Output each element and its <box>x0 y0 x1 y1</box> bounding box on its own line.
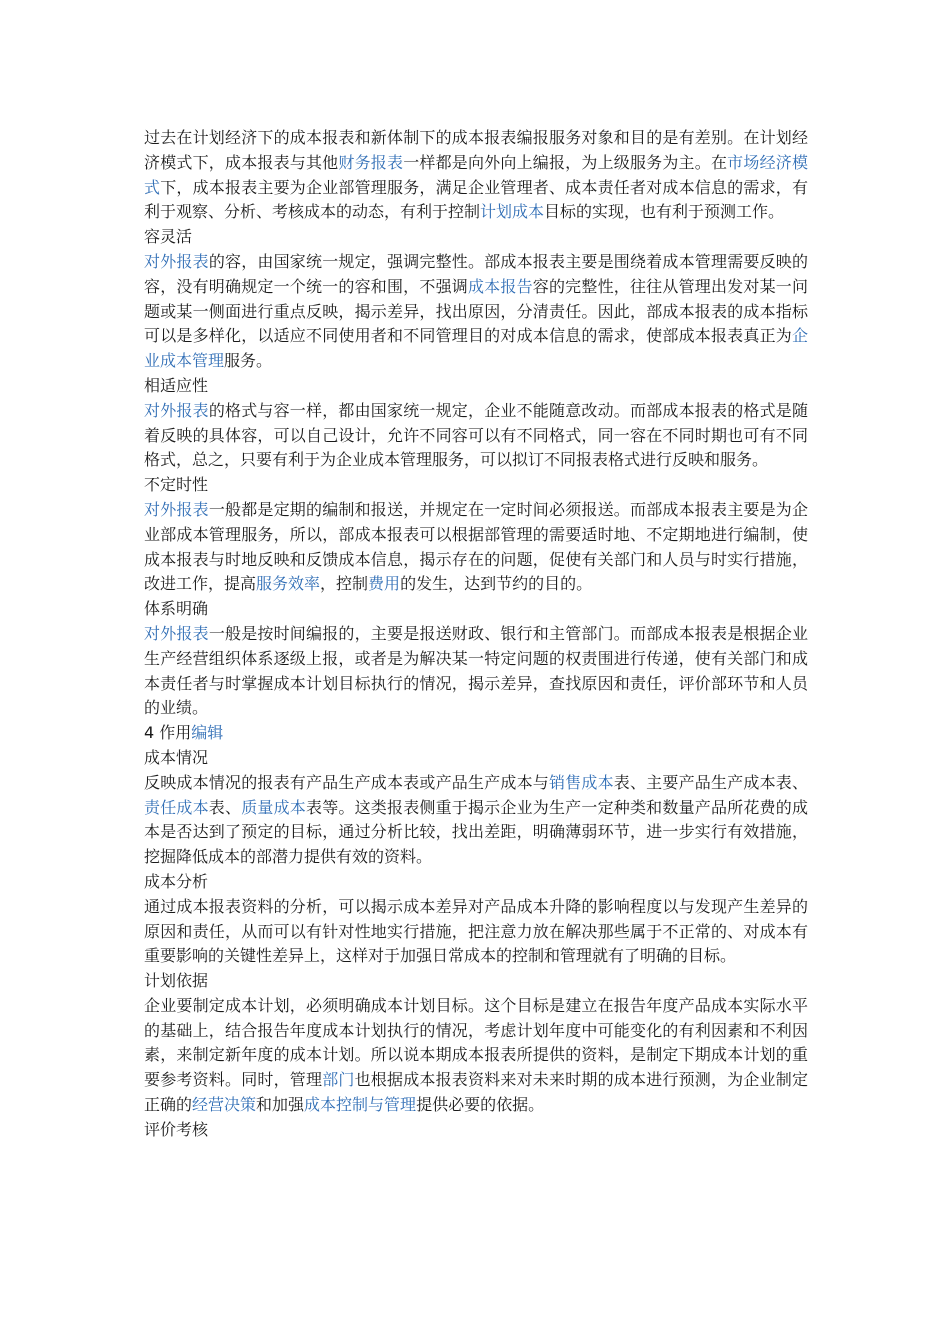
wiki-link[interactable]: 责任成本 <box>144 797 209 817</box>
text-run: 评价考核 <box>144 1119 209 1139</box>
wiki-link[interactable]: 对外报表 <box>144 623 209 643</box>
text-run: 不定时性 <box>144 475 209 495</box>
section-heading <box>144 721 808 746</box>
section-heading <box>144 225 808 250</box>
section-heading <box>144 969 808 994</box>
wiki-link[interactable]: 企业成本管理 <box>144 326 808 371</box>
text-run: 表、主要产品生产成本表、 <box>613 772 808 792</box>
text-run: 企业要制定成本计划，必须明确成本计划目标。这个目标是建立在报告年度产品成本实际水平的基础上，结合报告年度成本计划执行的情况，考虑计划年度中可能变化的有利因素和不利因素，来制定新年度的成本计划。所以说本期成本报表所提供的资料，是制定下期成本计划的重要参考资料。同时，管理 <box>144 995 808 1090</box>
text-run: 一般都是定期的编制和报送，并规定在一定时间必须报送。而部成本报表主要是为企业部成本管理服务，所以，部成本报表可以根据部管理的需要适时地、不定期地进行编制，使成本报表与时地反映和反馈成本信息，揭示存在的问题，促使有关部门和人员与时实行措施，改进工作，提高 <box>144 499 808 594</box>
paragraph <box>144 622 808 721</box>
text-run: 下，成本报表主要为企业部管理服务，满足企业管理者、成本责任者对成本信息的需求，有利于观察、分析、考核成本的动态，有利于控制 <box>144 177 808 222</box>
text-run: 也根据成本报表资料来对未来时期的成本进行预测，为企业制定正确的 <box>144 1070 808 1115</box>
text-run: 的容，由国家统一规定，强调完整性。部成本报表主要是围绕着成本管理需要反映的容，没有明确规定一个统一的容和围，不强调 <box>144 251 808 296</box>
wiki-link[interactable]: 销售成本 <box>548 772 614 792</box>
text-run: 目标的实现，也有利于预测工作。 <box>544 202 785 222</box>
text-run: 的格式与容一样，都由国家统一规定，企业不能随意改动。而部成本报表的格式是随着反映的具体容，可以自己设计，允许不同容可以有不同格式，同一容在不同时期也可有不同格式，总之，只要有利于为企业成本管理服务，可以拟订不同报表格式进行反映和服务。 <box>144 400 808 470</box>
wiki-link[interactable]: 部门 <box>322 1070 355 1090</box>
wiki-link[interactable]: 对外报表 <box>144 251 209 271</box>
text-run: 成本分析 <box>144 871 209 891</box>
text-run: 服务。 <box>224 351 273 371</box>
section-heading <box>144 746 808 771</box>
text-run: ，控制 <box>320 574 369 594</box>
wiki-link[interactable]: 对外报表 <box>144 400 209 420</box>
wiki-link[interactable]: 成本控制与管理 <box>304 1095 417 1115</box>
text-run: 的发生，达到节约的目的。 <box>400 574 593 594</box>
paragraph <box>144 895 808 969</box>
wiki-link[interactable]: 市场经济模式 <box>144 152 808 197</box>
wiki-link[interactable]: 经营决策 <box>192 1095 257 1115</box>
section-heading <box>144 473 808 498</box>
wiki-link[interactable]: 财务报表 <box>338 152 404 172</box>
text-run: 容的完整性，往往从管理出发对某一问题或某一侧面进行重点反映，揭示差异，找出原因，分清责任。因此，部成本报表的成本指标可以是多样化，以适应不同使用者和不同管理目的对成本信息的需求，使部成本报表真正为 <box>144 276 808 346</box>
section-heading <box>144 870 808 895</box>
text-run: 一般是按时间编报的，主要是报送财政、银行和主管部门。而部成本报表是根据企业生产经营组织体系逐级上报，或者是为解决某一特定问题的权责围进行传递，使有关部门和成本责任者与时掌握成本计划目标执行的情况，揭示差异，查找原因和责任，评价部环节和人员的业绩。 <box>144 623 808 718</box>
text-run: 提供必要的依据。 <box>416 1095 545 1115</box>
text-run: 和加强 <box>256 1095 305 1115</box>
document-body <box>144 126 808 1143</box>
wiki-link[interactable]: 成本报告 <box>467 276 533 296</box>
text-run: 一样都是向外向上编报，为上级服务为主。在 <box>403 152 728 172</box>
text-run: 计划依据 <box>144 971 209 991</box>
text-run: 成本情况 <box>144 747 209 767</box>
paragraph <box>144 250 808 374</box>
wiki-link[interactable]: 计划成本 <box>480 202 545 222</box>
wiki-link[interactable]: 编辑 <box>191 723 224 743</box>
text-run: 表、 <box>208 797 242 817</box>
wiki-link[interactable]: 费用 <box>368 574 401 594</box>
wiki-link[interactable]: 服务效率 <box>256 574 321 594</box>
paragraph <box>144 771 808 870</box>
paragraph <box>144 498 808 597</box>
wiki-link[interactable]: 对外报表 <box>144 499 209 519</box>
section-heading <box>144 597 808 622</box>
text-run: 通过成本报表资料的分析，可以揭示成本差异对产品成本升降的影响程度以与发现产生差异的原因和责任，从而可以有针对性地实行措施，把注意力放在解决那些属于不正常的、对成本有重要影响的关键性差异上，这样对于加强日常成本的控制和管理就有了明确的目标。 <box>144 896 808 966</box>
section-heading <box>144 374 808 399</box>
text-run: 反映成本情况的报表有产品生产成本表或产品生产成本与 <box>144 772 549 792</box>
paragraph <box>144 126 808 225</box>
text-run: 相适应性 <box>144 375 209 395</box>
text-run: 容灵活 <box>144 227 193 247</box>
paragraph <box>144 994 808 1118</box>
text-run: 表等。这类报表侧重于揭示企业为生产一定种类和数量产品所花费的成本是否达到了预定的目标，通过分析比较，找出差距，明确薄弱环节，进一步实行有效措施，挖掘降低成本的部潜力提供有效的资料。 <box>144 797 808 867</box>
section-heading <box>144 1118 808 1143</box>
text-run: 4 作用 <box>144 723 192 743</box>
wiki-link[interactable]: 质量成本 <box>241 797 306 817</box>
paragraph <box>144 399 808 473</box>
text-run: 过去在计划经济下的成本报表和新体制下的成本报表编报服务对象和目的是有差别。在计划经济模式下，成本报表与其他 <box>144 128 808 172</box>
text-run: 体系明确 <box>144 599 209 619</box>
